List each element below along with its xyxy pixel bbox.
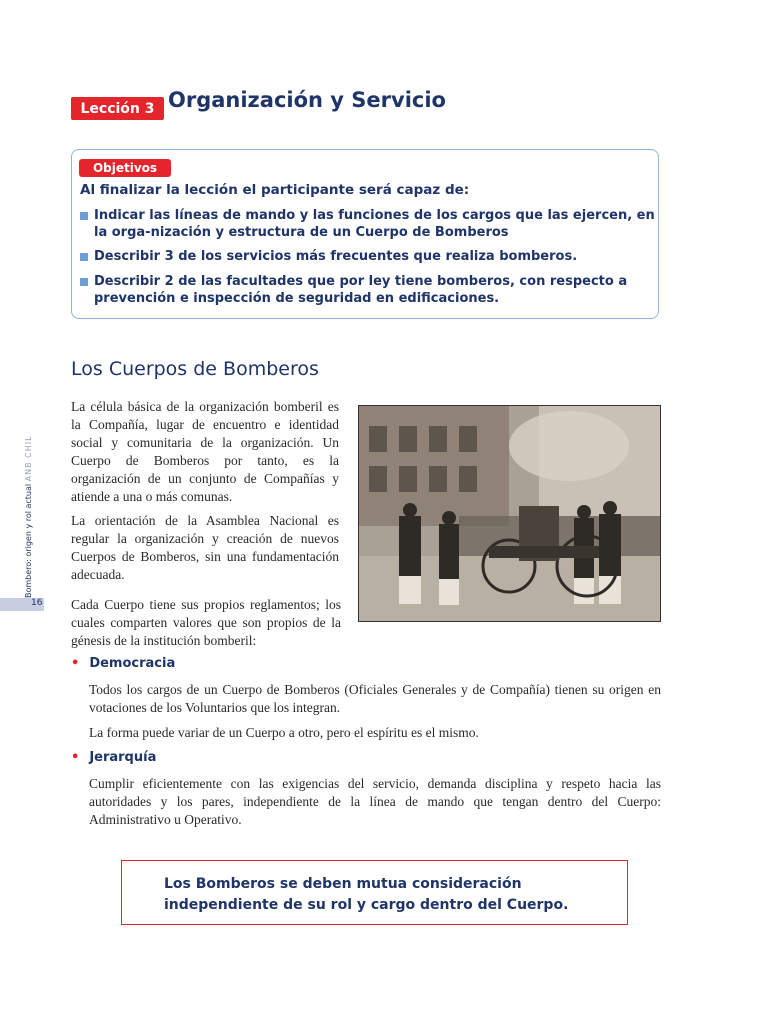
square-bullet-icon [80,212,88,220]
body-paragraph: La orientación de la Asamblea Nacional es regular la organización y creación de nuevos Cuerpos de Bomberos, sin una fundamentación adecuada. [71,513,339,582]
objective-text: Describir 3 de los servicios más frecuentes que realiza bomberos. [94,249,578,264]
objective-item [80,207,655,241]
bullet-heading [71,750,156,765]
side-caption-light: ANB CHIL [24,435,33,482]
bullet-heading [71,656,175,671]
objective-item [80,273,655,307]
historical-firefighters-photo [358,405,661,622]
body-paragraph: La forma puede variar de un Cuerpo a otro, pero el espíritu es el mismo. [89,725,479,740]
objective-text: Indicar las líneas de mando y las funciones de los cargos que las ejercen, en la orga-nización y estructura de un Cuerpo de Bomberos [94,208,655,240]
side-caption [24,435,33,598]
objective-text: Describir 2 de las facultades que por ley tiene bomberos, con respecto a prevención e inspección de seguridad en edificaciones. [94,274,628,306]
bullet-dot-icon: • [71,750,80,765]
square-bullet-icon [80,278,88,286]
objectives-intro: Al finalizar la lección el participante será capaz de: [80,182,470,198]
bullet-heading-text: Jerarquía [89,750,157,765]
page-number: 16 [31,598,43,608]
objectives-tab: Objetivos [79,159,171,177]
body-paragraph: Cumplir eficientemente con las exigencias del servicio, demanda disciplina y respeto hacia las autoridades y los pares, independiente de la línea de mando que tengan dentro del Cuerpo: Administrativo u Operativo. [89,776,661,827]
lesson-badge: Lección 3 [71,97,164,120]
section-title: Los Cuerpos de Bomberos [71,358,319,380]
objective-item [80,248,655,265]
square-bullet-icon [80,253,88,261]
photo-illustration [359,406,661,622]
bullet-heading-text: Democracia [89,656,176,671]
body-paragraph: Todos los cargos de un Cuerpo de Bomberos (Oficiales Generales y de Compañía) tienen su origen en votaciones de los Voluntarios que los integran. [89,682,661,715]
side-caption-text: Bombero: origen y rol actual [24,483,33,598]
lesson-title: Organización y Servicio [168,88,446,112]
bullet-dot-icon: • [71,656,80,671]
body-paragraph: Cada Cuerpo tiene sus propios reglamentos; los cuales comparten valores que son propios de la génesis de la institución bomberil: [71,597,341,648]
body-paragraph: La célula básica de la organización bomberil es la Compañía, lugar de encuentro e identidad social y comunitaria de la organización. Un Cuerpo de Bomberos por tanto, es la organización de un conjunto de Compañías y atiende a una o más comunas. [71,399,339,504]
callout-text: Los Bomberos se deben mutua consideración independiente de su rol y cargo dentro del Cuerpo. [164,876,569,913]
